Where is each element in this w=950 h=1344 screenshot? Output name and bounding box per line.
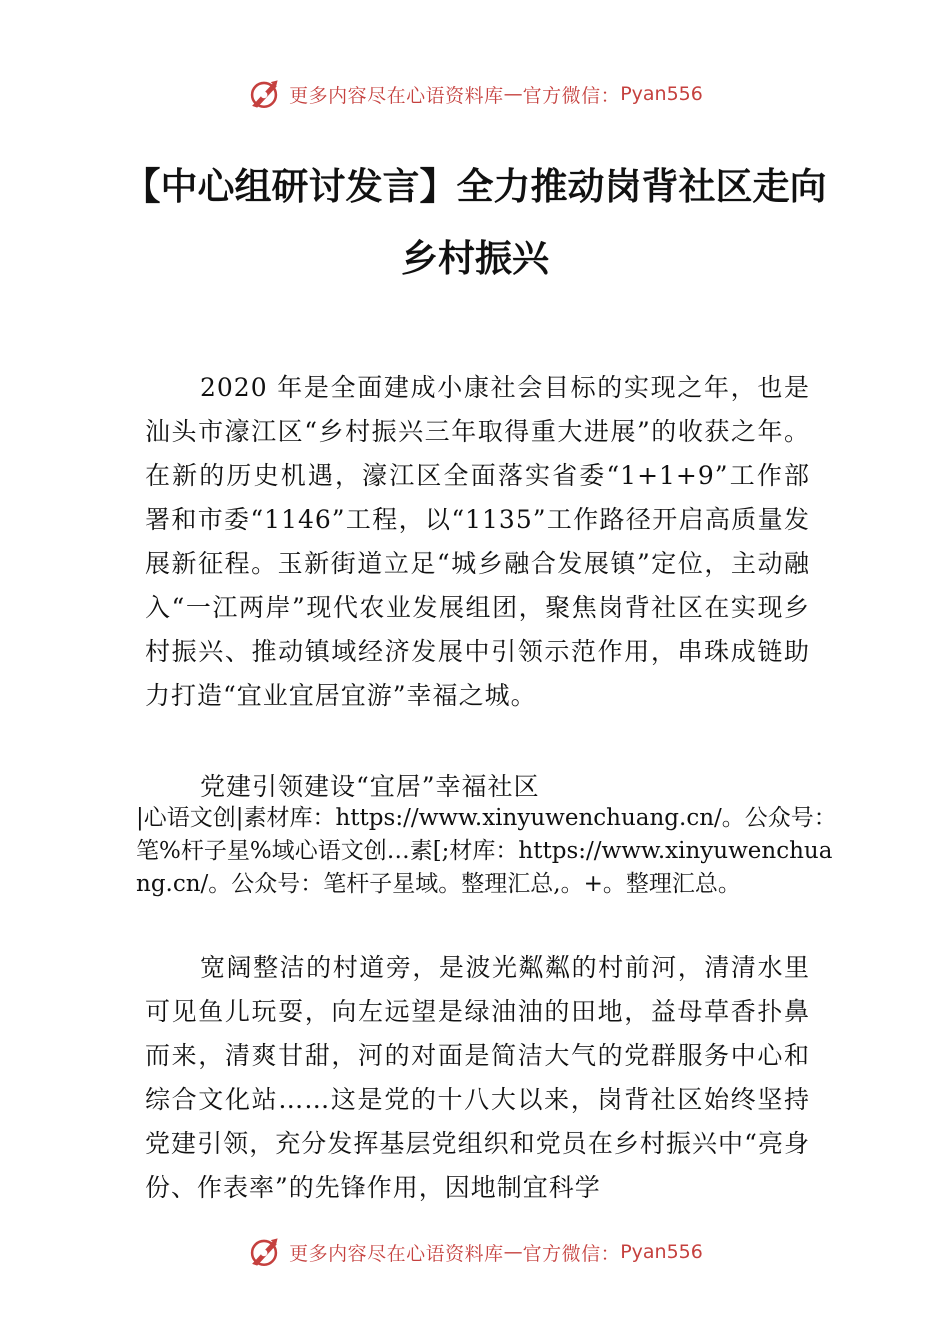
pen-logo-icon xyxy=(247,77,281,111)
body-paragraph-1: 2020 年是全面建成小康社会目标的实现之年，也是汕头市濠江区“乡村振兴三年取得重大进展”的收获之年。在新的历史机遇，濠江区全面落实省委“1+1+9”工作部署和市委“1146”工程，以“1135”工作路径开启高质量发展新征程。玉新街道立足“城乡融合发展镇”定位，主动融入“一江两岸”现代农业发展组团，聚焦岗背社区在实现乡村振兴、推动镇域经济发展中引领示范作用，串珠成链助力打造“宜业宜居宜游”幸福之城。 xyxy=(145,373,810,710)
watermark-wechat-label: 官方微信： xyxy=(522,1242,621,1265)
watermark-dash: — xyxy=(503,83,523,105)
source-note: |心语文创|素材库：https://www.xinyuwenchuang.cn/。公众号：笔%杆子星%域心语文创…素[;材库：https://www.xinyuwenchuang.cn/。公众号：笔杆子星域。整理汇总,。+。整理汇总。 xyxy=(136,805,837,897)
document-title-line2: 乡村振兴 xyxy=(401,237,549,280)
watermark-wechat-id: Pyan556 xyxy=(620,83,703,105)
watermark-text: 更多内容尽在心语资料库 xyxy=(289,1242,504,1265)
section-heading: 党建引领建设“宜居”幸福社区 xyxy=(200,772,540,801)
watermark-text: 更多内容尽在心语资料库 xyxy=(289,84,504,107)
document-title-line1: 【中心组研讨发言】全力推动岗背社区走向 xyxy=(123,165,827,208)
watermark-dash: — xyxy=(503,1241,523,1263)
watermark-banner-bottom xyxy=(0,1232,950,1272)
watermark-banner-top xyxy=(0,74,950,114)
watermark-wechat-id: Pyan556 xyxy=(620,1241,703,1263)
watermark-wechat-label: 官方微信： xyxy=(522,84,621,107)
body-paragraph-2: 宽阔整洁的村道旁，是波光粼粼的村前河，清清水里可见鱼儿玩耍，向左远望是绿油油的田地，益母草香扑鼻而来，清爽甘甜，河的对面是简洁大气的党群服务中心和综合文化站……这是党的十八大以来，岗背社区始终坚持党建引领，充分发挥基层党组织和党员在乡村振兴中“亮身份、作表率”的先锋作用，因地制宜科学 xyxy=(145,953,810,1202)
pen-logo-icon xyxy=(247,1235,281,1269)
